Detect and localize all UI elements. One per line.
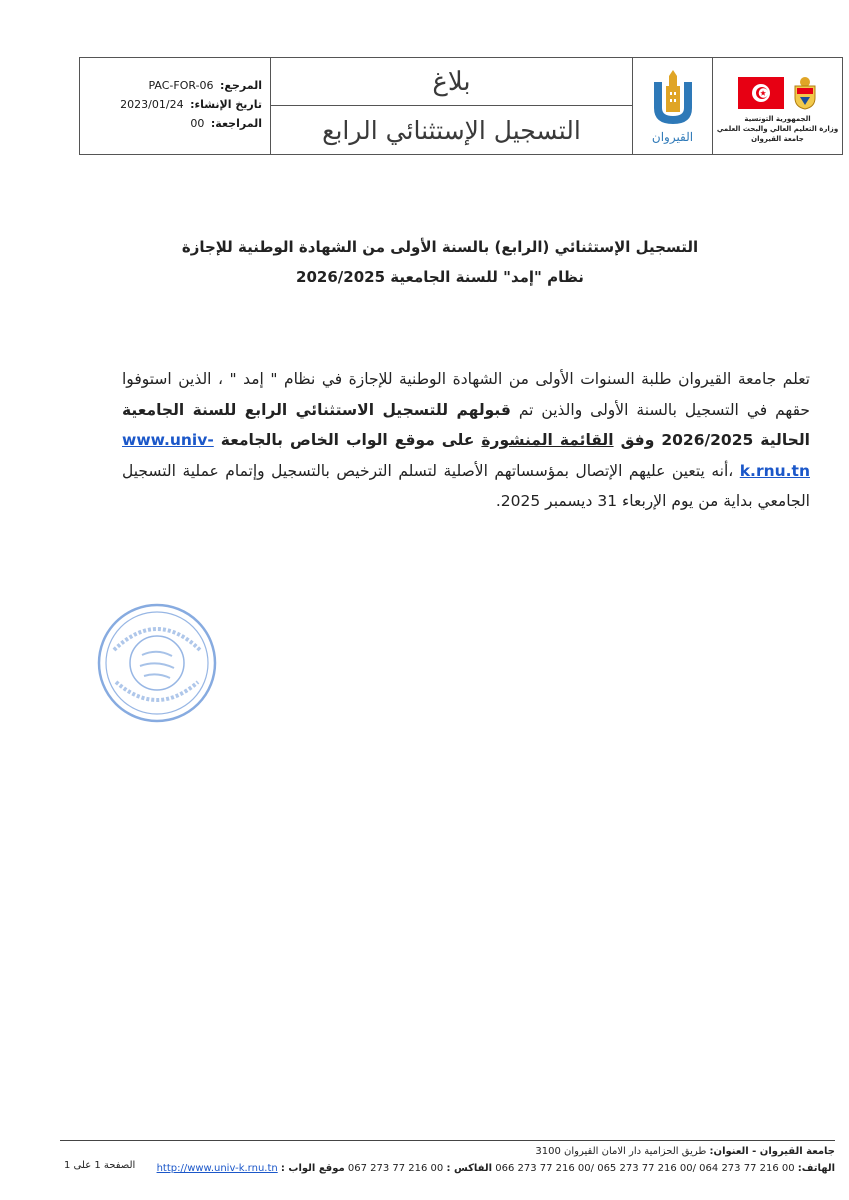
reference-value: PAC-FOR-06 (148, 79, 214, 92)
gov-line-ministry: وزارة التعليم العالي والبحث العلمي (716, 125, 839, 133)
subject-line-1: التسجيل الإستثنائي (الرابع) بالسنة الأولى من الشهادة الوطنية للإجازة (181, 238, 699, 256)
published-list-text: القائمة المنشورة (481, 431, 614, 449)
government-text (717, 114, 838, 144)
body-bold-2: على موقع الواب الخاص بالجامعة (213, 431, 482, 449)
footer-fax-label: الفاكس : (446, 1163, 493, 1174)
footer-web-label: موقع الواب : (280, 1163, 345, 1174)
footer-divider (60, 1140, 835, 1141)
university-stamp-seal (94, 600, 220, 726)
creation-date-row (88, 95, 262, 114)
footer-address-value: طريق الحزامية دار الامان القيروان 3100 (535, 1146, 707, 1157)
gov-line-university: جامعة القيروان (751, 135, 804, 143)
reference-label: المرجع: (220, 79, 262, 92)
government-block (713, 58, 842, 154)
university-logo (633, 58, 713, 154)
creation-date-label: تاريخ الإنشاء: (190, 98, 262, 111)
footer-phone-value: 066 273 77 216 00/ 065 273 77 216 00/ 064 273 77 216 00 (495, 1163, 795, 1174)
notice-body (122, 364, 810, 517)
footer-fax-value: 067 273 77 216 00 (347, 1163, 444, 1174)
body-bold-1: قبولهم للتسجيل الاستثنائي الرابع للسنة الجامعية الحالية 2026/2025 وفق (122, 400, 810, 449)
coat-of-arms-icon (792, 76, 818, 110)
document-footer (60, 1143, 835, 1177)
revision-value: 00 (190, 117, 205, 130)
revision-label: المراجعة: (210, 117, 262, 130)
university-website-link[interactable]: www.univ-k.rnu.tn (122, 431, 810, 480)
creation-date-value: 2023/01/24 (120, 98, 184, 111)
gov-line-country: الجمهورية التونسية (744, 115, 811, 123)
page-number: الصفحة 1 على 1 (64, 1160, 136, 1171)
body-text-2: ،أنه يتعين عليهم الإتصال بمؤسساتهم الأصلية لتسلم الترخيص بالتسجيل وإتمام عملية التسجيل الجامعي بداية من يوم الإربعاء 31 ديسمبر 2025. (122, 461, 810, 510)
revision-row (88, 114, 262, 133)
title-block (271, 58, 633, 154)
footer-phone-label: الهاتف: (797, 1163, 835, 1174)
footer-address-label: جامعة القيروان - العنوان: (709, 1146, 835, 1157)
subject-line-2: نظام "إمد" للسنة الجامعية 2026/2025 (296, 268, 584, 286)
footer-web-link[interactable]: http://www.univ-k.rnu.tn (156, 1163, 278, 1174)
notice-title: بلاغ (271, 58, 632, 106)
reference-row (88, 76, 262, 95)
university-emblem-icon (650, 68, 696, 128)
footer-contact-row (60, 1160, 835, 1177)
body-text-1: تعلم جامعة القيروان طلبة السنوات الأولى من الشهادة الوطنية للإجازة في نظام " إمد " ، الذين استوفوا حقهم في التسجيل بالسنة الأولى والذين تم (122, 370, 810, 419)
reference-block (80, 58, 271, 154)
footer-address-row (60, 1143, 835, 1160)
tunisia-flag-icon (738, 77, 784, 109)
document-header (79, 57, 843, 155)
university-caption: القيروان (651, 130, 694, 144)
notice-subject (150, 232, 730, 292)
notice-subtitle: التسجيل الإستثنائي الرابع (322, 115, 581, 145)
